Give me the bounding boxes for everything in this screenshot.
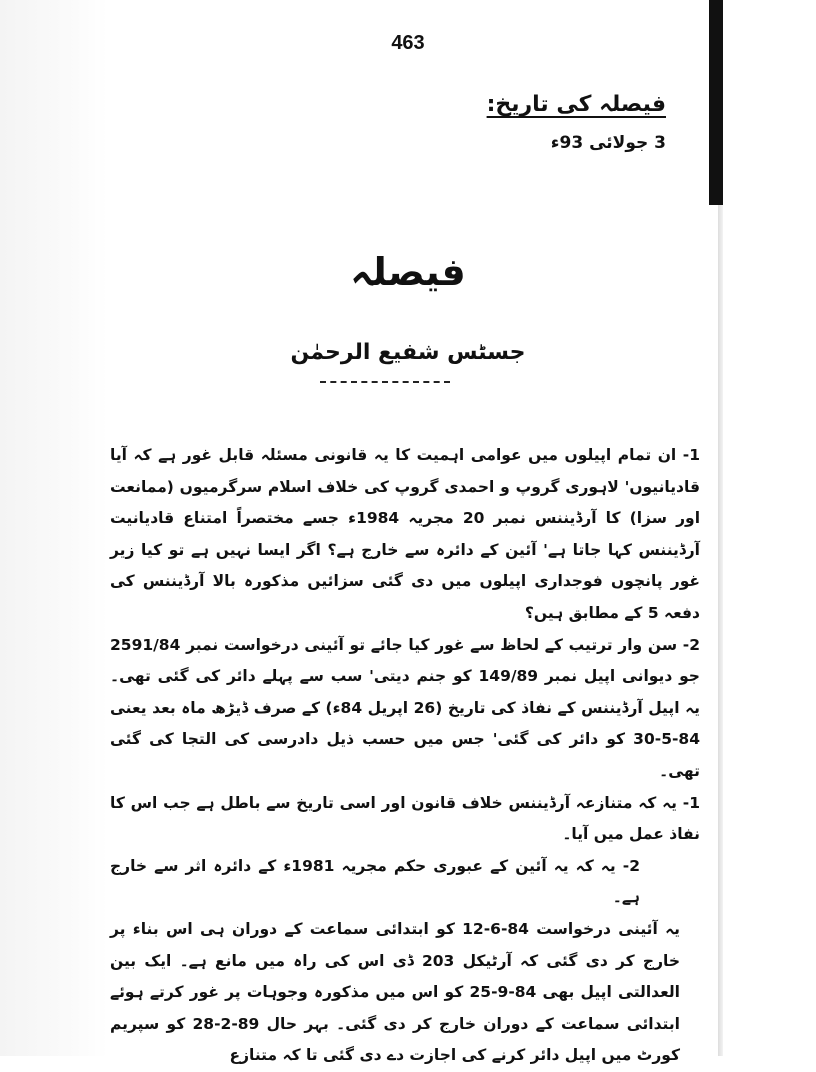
relief-item-1: 1- یہ کہ متنازعہ آرڈیننس خلاف قانون اور اسی تاریخ سے باطل ہے جب اس کا نفاذ عمل میں آیا۔ xyxy=(110,793,700,844)
scan-right-shadow xyxy=(718,205,723,1056)
judgment-body xyxy=(110,440,700,1072)
decision-date-value: 3 جولائی 93ء xyxy=(550,133,666,153)
page-number: 463 xyxy=(391,32,425,54)
paragraph-2: 2- سن وار ترتیب کے لحاظ سے غور کیا جائے تو آئینی درخواست نمبر 2591/84 جو دیوانی اپیل نمبر 149/89 کو جنم دیتی' سب سے پہلے دائر کی گئی تھی۔ یہ اپیل آرڈیننس کے نفاذ کی تاریخ (26 اپریل 84ء) کے صرف ڈیڑھ ماہ بعد یعنی 84-5-30 کو دائر کی گئی' جس میں حسب ذیل دادرسی کی التجا کی گئی تھی۔ xyxy=(110,635,700,780)
dashed-divider xyxy=(320,381,450,383)
decision-date-heading: فیصلہ کی تاریخ: xyxy=(486,92,666,117)
judge-name: جسٹس شفیع الرحمٰن xyxy=(290,340,526,365)
page-title: فیصلہ xyxy=(350,250,466,294)
scan-binding-edge xyxy=(709,0,723,205)
relief-item-2: 2- یہ کہ یہ آئین کے عبوری حکم مجریہ 1981ء کے دائرہ اثر سے خارج ہے۔ xyxy=(110,856,640,907)
scan-left-margin xyxy=(0,0,108,1056)
paragraph-3: یہ آئینی درخواست 84-6-12 کو ابتدائی سماعت کے دوران ہی اس بناء پر خارج کر دی گئی کہ آرٹیکل 203 ڈی اس کی راہ میں مانع ہے۔ ایک بین العدالتی اپیل بھی 84-9-25 کو اس میں مذکورہ وجوہات پر غور کرتے ہوئے ابتدائی سماعت کے دوران خارج کر دی گئی۔ بہر حال 89-2-28 کو سپریم کورٹ میں اپیل دائر کرنے کی اجازت دے دی گئی تا کہ متنازع xyxy=(110,919,680,1065)
paragraph-1: 1- ان تمام اپیلوں میں عوامی اہمیت کا یہ قانونی مسئلہ قابل غور ہے کہ آیا قادیانیوں' لاہوری گروپ و احمدی گروپ کی خلاف اسلام سرگرمیوں (ممانعت اور سزا) کا آرڈیننس نمبر 20 مجریہ 1984ء جسے مختصراً امتناع قادیانیت آرڈیننس کہا جاتا ہے' آئین کے دائرہ سے خارج ہے؟ اگر ایسا نہیں ہے تو کیا زیر غور پانچوں فوجداری اپیلوں میں دی گئی سزائیں مذکورہ بالا آرڈیننس کی دفعہ 5 کے مطابق ہیں؟ xyxy=(110,446,701,622)
